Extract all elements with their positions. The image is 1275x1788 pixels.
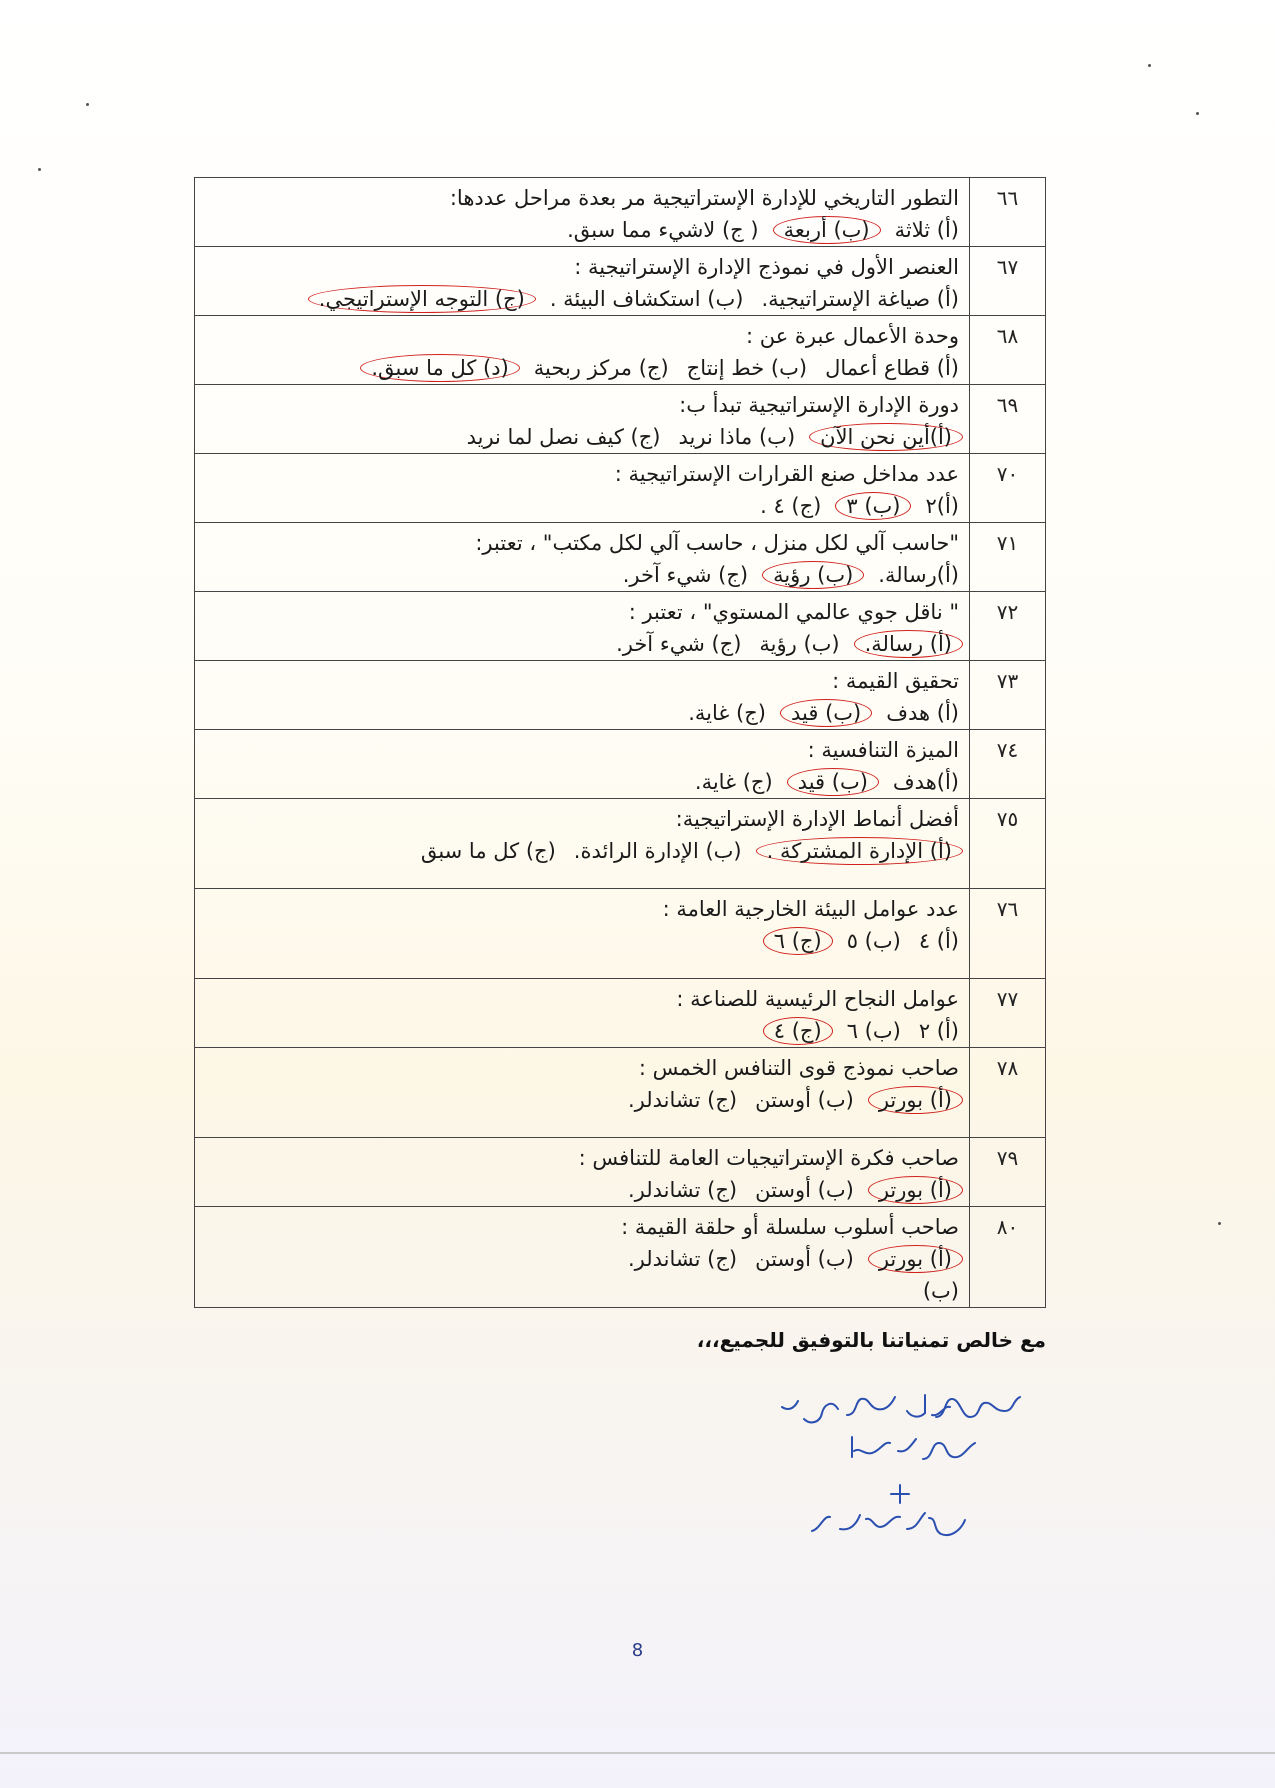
scan-speck bbox=[38, 168, 41, 171]
answer-options bbox=[205, 925, 959, 957]
question-text: "حاسب آلي لكل منزل ، حاسب آلي لكل مكتب" ، تعتبر: bbox=[475, 531, 959, 555]
question-cell bbox=[195, 799, 970, 889]
question-row bbox=[195, 1207, 1046, 1308]
question-number: ٦٧ bbox=[970, 247, 1046, 316]
extra-answer-note: (ب) bbox=[922, 1279, 959, 1303]
answer-options bbox=[205, 1084, 959, 1116]
option-label: (ب) أوستن bbox=[755, 1088, 854, 1112]
option-label: (ج) كل ما سبق bbox=[420, 839, 556, 863]
option-label: (ج) شيء آخر. bbox=[622, 563, 749, 587]
answer-option bbox=[628, 1174, 737, 1206]
selected-answer-option bbox=[858, 628, 959, 660]
selected-answer-option bbox=[767, 1015, 829, 1047]
question-row bbox=[195, 730, 1046, 799]
option-label: (ج) تشاندلر. bbox=[627, 1247, 738, 1271]
answer-option bbox=[534, 352, 669, 384]
answer-option bbox=[919, 925, 959, 957]
answer-option bbox=[847, 1015, 901, 1047]
answer-circle-mark: (أ) بورتر bbox=[868, 1245, 963, 1273]
option-label: (ج) كيف نصل لما نريد bbox=[466, 425, 661, 449]
answer-option bbox=[755, 1174, 854, 1206]
scan-speck bbox=[1196, 112, 1199, 115]
answer-circle-mark: (أ) رسالة. bbox=[854, 630, 963, 658]
answer-options bbox=[205, 352, 959, 384]
answer-option bbox=[755, 1243, 854, 1275]
selected-answer-option bbox=[760, 835, 959, 867]
question-row bbox=[195, 661, 1046, 730]
selected-answer-option bbox=[767, 925, 829, 957]
option-label: (أ) ٢ bbox=[918, 1019, 959, 1043]
option-label: (ج) غاية. bbox=[694, 770, 773, 794]
question-text: عدد عوامل البيئة الخارجية العامة : bbox=[662, 897, 959, 921]
question-cell bbox=[195, 979, 970, 1048]
selected-answer-option bbox=[791, 766, 875, 798]
page-number: 8 bbox=[631, 1640, 644, 1661]
question-cell bbox=[195, 247, 970, 316]
answer-option bbox=[760, 490, 821, 522]
option-label: (ب) ماذا نريد bbox=[678, 425, 796, 449]
option-label: (ب) ٥ bbox=[846, 929, 901, 953]
option-label: (ب) أوستن bbox=[755, 1247, 854, 1271]
answer-circle-mark: (ج) ٦ bbox=[763, 927, 833, 955]
answer-option bbox=[755, 1084, 854, 1116]
question-text: صاحب نموذج قوى التنافس الخمس : bbox=[638, 1056, 959, 1080]
question-cell bbox=[195, 523, 970, 592]
closing-message: مع خالص تمنياتنا بالتوفيق للجميع،،، bbox=[696, 1328, 1046, 1352]
option-label: (أ) صياغة الإستراتيجية. bbox=[761, 287, 959, 311]
question-row bbox=[195, 247, 1046, 316]
answer-options bbox=[205, 490, 959, 522]
answer-circle-mark: (أ) الإدارة المشتركة . bbox=[756, 837, 963, 865]
question-number: ٧٧ bbox=[970, 979, 1046, 1048]
option-label: (ب) خط إنتاج bbox=[686, 356, 808, 380]
question-cell bbox=[195, 1138, 970, 1207]
question-cell bbox=[195, 178, 970, 247]
selected-answer-option bbox=[872, 1174, 959, 1206]
question-cell bbox=[195, 889, 970, 979]
scan-speck bbox=[1218, 1222, 1221, 1225]
question-cell bbox=[195, 1207, 970, 1308]
question-row bbox=[195, 592, 1046, 661]
question-row bbox=[195, 385, 1046, 454]
answer-option bbox=[567, 214, 759, 246]
question-number: ٦٩ bbox=[970, 385, 1046, 454]
option-label: (أ) ثلاثة bbox=[894, 218, 959, 242]
answer-option bbox=[886, 697, 959, 729]
option-label: (ج) غاية. bbox=[688, 701, 766, 725]
question-number: ٧٥ bbox=[970, 799, 1046, 889]
selected-answer-option bbox=[766, 559, 860, 591]
option-label: (أ) هدف bbox=[886, 701, 959, 725]
question-number: ٧٣ bbox=[970, 661, 1046, 730]
question-row bbox=[195, 889, 1046, 979]
answer-option bbox=[628, 1084, 737, 1116]
option-label: (أ)هدف bbox=[892, 770, 959, 794]
question-text: العنصر الأول في نموذج الإدارة الإستراتيجية : bbox=[574, 255, 959, 279]
answer-circle-mark: (ب) رؤية bbox=[762, 561, 864, 589]
question-number: ٧٢ bbox=[970, 592, 1046, 661]
answer-option bbox=[550, 283, 744, 315]
question-text: عدد مداخل صنع القرارات الإستراتيجية : bbox=[614, 462, 959, 486]
option-label: (ب) أوستن bbox=[755, 1178, 854, 1202]
answer-options bbox=[205, 697, 959, 729]
question-row bbox=[195, 454, 1046, 523]
answer-option bbox=[616, 628, 741, 660]
question-cell bbox=[195, 1048, 970, 1138]
option-label: (أ) قطاع أعمال bbox=[825, 356, 959, 380]
question-cell bbox=[195, 454, 970, 523]
answer-option bbox=[679, 421, 796, 453]
answer-option bbox=[623, 559, 748, 591]
question-row bbox=[195, 979, 1046, 1048]
answer-circle-mark: (ب) ٣ bbox=[835, 492, 911, 520]
option-label: (ج) تشاندلر. bbox=[627, 1178, 738, 1202]
question-text: التطور التاريخي للإدارة الإستراتيجية مر بعدة مراحل عددها: bbox=[449, 186, 959, 210]
question-cell bbox=[195, 730, 970, 799]
scan-bottom-edge bbox=[0, 1752, 1275, 1754]
answer-option bbox=[825, 352, 959, 384]
answer-options bbox=[205, 559, 959, 591]
question-cell bbox=[195, 592, 970, 661]
question-text: عوامل النجاح الرئيسية للصناعة : bbox=[676, 987, 959, 1011]
question-row bbox=[195, 178, 1046, 247]
selected-answer-option bbox=[312, 283, 532, 315]
option-label: (ج) تشاندلر. bbox=[627, 1088, 738, 1112]
question-row bbox=[195, 1048, 1046, 1138]
answer-circle-mark: (ج) التوجه الإستراتيجي. bbox=[308, 285, 536, 313]
answer-options bbox=[205, 214, 959, 246]
answer-circle-mark: (ب) قيد bbox=[780, 699, 872, 727]
answer-option bbox=[688, 697, 766, 729]
selected-answer-option bbox=[872, 1084, 959, 1116]
question-row bbox=[195, 523, 1046, 592]
answer-option bbox=[761, 283, 959, 315]
question-number: ٧٠ bbox=[970, 454, 1046, 523]
question-number: ٧٤ bbox=[970, 730, 1046, 799]
selected-answer-option bbox=[777, 214, 877, 246]
answer-circle-mark: (أ) بورتر bbox=[868, 1086, 963, 1114]
question-number: ٦٦ bbox=[970, 178, 1046, 247]
answer-option bbox=[878, 559, 959, 591]
option-label: (أ)رسالة. bbox=[878, 563, 959, 587]
handwritten-signature bbox=[720, 1385, 1050, 1555]
selected-answer-option bbox=[839, 490, 907, 522]
answer-option bbox=[421, 835, 556, 867]
answer-option bbox=[628, 1243, 737, 1275]
question-text: وحدة الأعمال عبرة عن : bbox=[745, 324, 959, 348]
answer-option bbox=[895, 214, 959, 246]
question-text: صاحب فكرة الإستراتيجيات العامة للتنافس : bbox=[578, 1146, 959, 1170]
selected-answer-option bbox=[784, 697, 868, 729]
questions-table bbox=[194, 177, 1046, 1308]
question-number: ٦٨ bbox=[970, 316, 1046, 385]
question-cell bbox=[195, 385, 970, 454]
option-label: (ج) ٤ . bbox=[760, 494, 822, 518]
option-label: (ب) رؤية bbox=[759, 632, 840, 656]
answer-options bbox=[205, 628, 959, 660]
answer-options bbox=[205, 1174, 959, 1206]
question-text: أفضل أنماط الإدارة الإستراتيجية: bbox=[675, 807, 959, 831]
question-row bbox=[195, 1138, 1046, 1207]
answer-option bbox=[574, 835, 742, 867]
question-text: الميزة التنافسية : bbox=[807, 738, 959, 762]
scan-speck bbox=[1148, 64, 1151, 67]
question-text: دورة الإدارة الإستراتيجية تبدأ ب: bbox=[679, 393, 959, 417]
answer-option bbox=[695, 766, 773, 798]
question-number: ٧٨ bbox=[970, 1048, 1046, 1138]
answer-circle-mark: (ب) قيد bbox=[787, 768, 879, 796]
answer-options bbox=[205, 835, 959, 867]
answer-options bbox=[205, 421, 959, 453]
answer-circle-mark: (د) كل ما سبق. bbox=[360, 354, 519, 382]
selected-answer-option bbox=[364, 352, 515, 384]
question-number: ٧١ bbox=[970, 523, 1046, 592]
answer-option bbox=[925, 490, 959, 522]
option-label: (ج) مركز ربحية bbox=[533, 356, 669, 380]
option-label: (ب) ٦ bbox=[846, 1019, 901, 1043]
answer-option bbox=[467, 421, 661, 453]
question-row bbox=[195, 799, 1046, 889]
answer-options bbox=[205, 283, 959, 315]
answer-option bbox=[687, 352, 807, 384]
option-label: ( ج) لاشيء مما سبق. bbox=[567, 218, 759, 242]
question-text: " ناقل جوي عالمي المستوي" ، تعتبر : bbox=[628, 600, 959, 624]
answer-option bbox=[847, 925, 901, 957]
question-number: ٧٩ bbox=[970, 1138, 1046, 1207]
answer-options bbox=[205, 1015, 959, 1047]
answer-option bbox=[893, 766, 959, 798]
answer-option bbox=[759, 628, 839, 660]
question-row bbox=[195, 316, 1046, 385]
answer-circle-mark: (أ) بورتر bbox=[868, 1176, 963, 1204]
option-label: (ب) استكشاف البيئة . bbox=[549, 287, 744, 311]
answer-options bbox=[205, 766, 959, 798]
answer-circle-mark: (ب) أربعة bbox=[773, 216, 881, 244]
option-label: (ج) شيء آخر. bbox=[616, 632, 742, 656]
answer-circle-mark: (أ)أين نحن الآن bbox=[809, 423, 963, 451]
selected-answer-option bbox=[872, 1243, 959, 1275]
question-text: تحقيق القيمة : bbox=[832, 669, 959, 693]
answer-option bbox=[919, 1015, 959, 1047]
answer-circle-mark: (ج) ٤ bbox=[763, 1017, 833, 1045]
option-label: (أ)٢ bbox=[925, 494, 959, 518]
question-cell bbox=[195, 316, 970, 385]
question-number: ٧٦ bbox=[970, 889, 1046, 979]
option-label: (ب) الإدارة الرائدة. bbox=[573, 839, 742, 863]
scan-speck bbox=[86, 103, 89, 106]
selected-answer-option bbox=[813, 421, 959, 453]
question-number: ٨٠ bbox=[970, 1207, 1046, 1308]
answer-options bbox=[205, 1243, 959, 1275]
question-cell bbox=[195, 661, 970, 730]
question-text: صاحب أسلوب سلسلة أو حلقة القيمة : bbox=[621, 1215, 959, 1239]
option-label: (أ) ٤ bbox=[918, 929, 959, 953]
